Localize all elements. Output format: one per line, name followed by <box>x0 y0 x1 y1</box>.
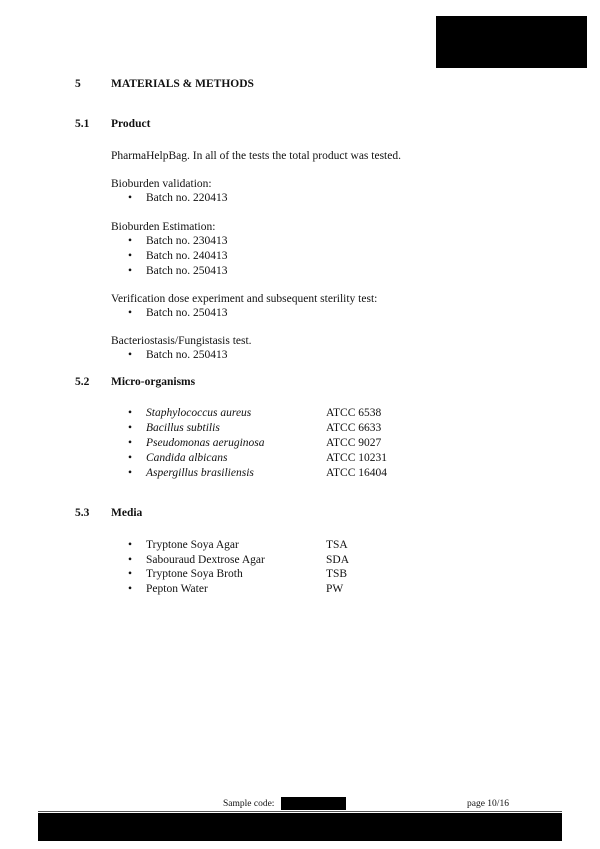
group-label: Bacteriostasis/Fungistasis test. <box>111 335 252 347</box>
batch-item: Batch no. 230413 <box>146 235 228 247</box>
bullet-icon: • <box>128 554 133 566</box>
bullet-icon: • <box>128 422 133 434</box>
group-label: Verification dose experiment and subsequent sterility test: <box>111 293 378 305</box>
batch-item: Batch no. 250413 <box>146 307 228 319</box>
redacted-sample-code <box>281 797 346 810</box>
media-name: Tryptone Soya Broth <box>146 568 243 580</box>
footer-divider <box>38 811 562 812</box>
subsection-title-product: Product <box>111 118 151 130</box>
bullet-icon: • <box>128 192 133 204</box>
microorganism-code: ATCC 6633 <box>326 422 382 434</box>
subsection-number-product: 5.1 <box>75 118 90 130</box>
media-name: Sabouraud Dextrose Agar <box>146 554 265 566</box>
bullet-icon: • <box>128 583 133 595</box>
bullet-icon: • <box>128 250 133 262</box>
subsection-number-media: 5.3 <box>75 507 90 519</box>
bullet-icon: • <box>128 307 133 319</box>
batch-item: Batch no. 250413 <box>146 265 228 277</box>
bullet-icon: • <box>128 235 133 247</box>
microorganism-code: ATCC 16404 <box>326 467 388 479</box>
subsection-number-microorganisms: 5.2 <box>75 376 90 388</box>
microorganism-name: Pseudomonas aeruginosa <box>146 437 265 449</box>
subsection-title-media: Media <box>111 507 143 519</box>
bullet-icon: • <box>128 568 133 580</box>
microorganism-name: Staphylococcus aureus <box>146 407 252 419</box>
bullet-icon: • <box>128 437 133 449</box>
media-name: Pepton Water <box>146 583 208 595</box>
section-title: MATERIALS & METHODS <box>111 78 254 90</box>
redacted-header-block <box>436 16 587 68</box>
microorganism-code: ATCC 9027 <box>326 437 382 449</box>
bullet-icon: • <box>128 407 133 419</box>
subsection-title-microorganisms: Micro-organisms <box>111 376 196 388</box>
bullet-icon: • <box>128 452 133 464</box>
group-label: Bioburden validation: <box>111 178 212 190</box>
bullet-icon: • <box>128 349 133 361</box>
microorganism-name: Bacillus subtilis <box>146 422 220 434</box>
batch-item: Batch no. 250413 <box>146 349 228 361</box>
bullet-icon: • <box>128 265 133 277</box>
microorganism-name: Aspergillus brasiliensis <box>146 467 254 479</box>
group-label: Bioburden Estimation: <box>111 221 216 233</box>
microorganism-code: ATCC 10231 <box>326 452 388 464</box>
redacted-footer-block <box>38 813 562 841</box>
batch-item: Batch no. 220413 <box>146 192 228 204</box>
media-name: Tryptone Soya Agar <box>146 539 239 551</box>
section-number: 5 <box>75 78 81 90</box>
media-code: TSB <box>326 568 348 580</box>
sample-code-label: Sample code: <box>223 799 275 809</box>
product-intro: PharmaHelpBag. In all of the tests the total product was tested. <box>111 150 401 162</box>
batch-item: Batch no. 240413 <box>146 250 228 262</box>
bullet-icon: • <box>128 467 133 479</box>
media-code: SDA <box>326 554 350 566</box>
microorganism-code: ATCC 6538 <box>326 407 382 419</box>
page-number: page 10/16 <box>467 799 509 809</box>
microorganism-name: Candida albicans <box>146 452 228 464</box>
media-code: TSA <box>326 539 348 551</box>
bullet-icon: • <box>128 539 133 551</box>
media-code: PW <box>326 583 344 595</box>
